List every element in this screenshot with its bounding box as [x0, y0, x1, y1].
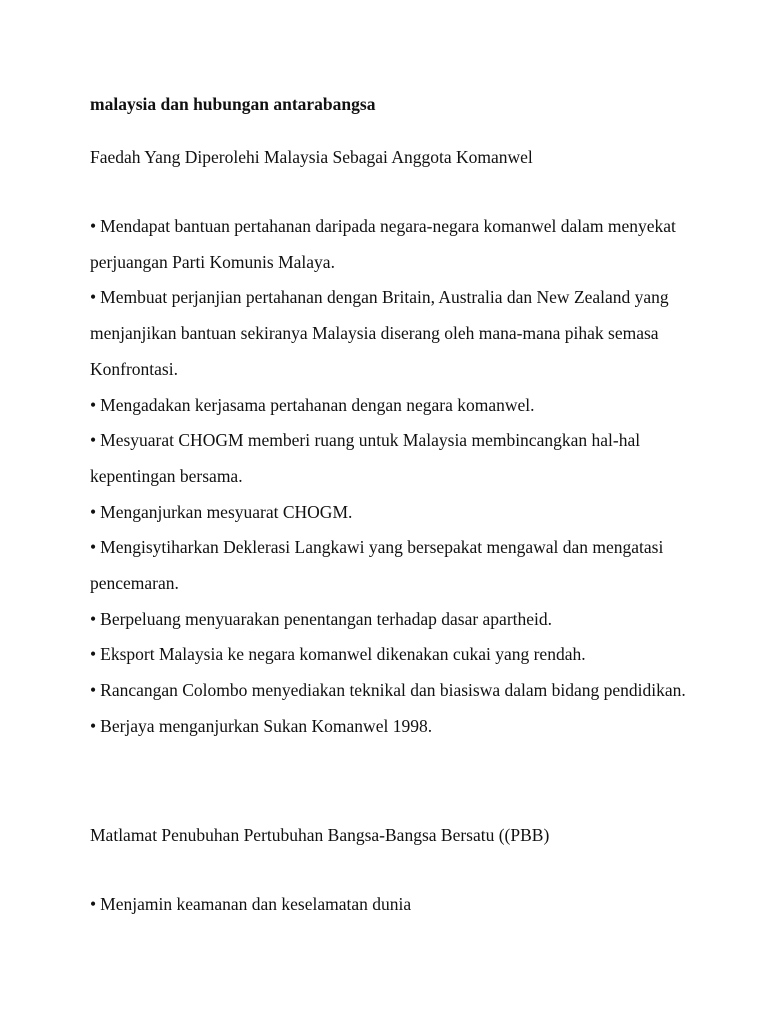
list-item-text: Berjaya menganjurkan Sukan Komanwel 1998. — [100, 715, 433, 736]
bullet-icon: • — [90, 894, 97, 914]
list-item-text: Menjamin keamanan dan keselamatan dunia — [100, 894, 412, 914]
list-item-text: Mesyuarat CHOGM memberi ruang untuk Malaysia membincangkan hal-hal kepentingan bersama. — [90, 430, 641, 486]
bullet-icon: • — [90, 501, 97, 522]
list-item-text: Rancangan Colombo menyediakan teknikal dan biasiswa dalam bidang pendidikan. — [100, 680, 686, 701]
bullet-icon: • — [90, 644, 97, 665]
list-item — [90, 887, 690, 923]
bullet-icon: • — [90, 715, 97, 736]
bullet-icon: • — [90, 287, 97, 308]
list-item — [90, 637, 690, 673]
bullet-icon: • — [90, 394, 97, 415]
section-heading-pbb: Matlamat Penubuhan Pertubuhan Bangsa-Bangsa Bersatu ((PBB) — [90, 825, 550, 845]
list-item-text: Mengadakan kerjasama pertahanan dengan negara komanwel. — [100, 394, 535, 415]
bullet-icon: • — [90, 216, 97, 236]
list-item-text: Mendapat bantuan pertahanan daripada negara-negara komanwel dalam menyekat perjuangan Parti Komunis Malaya. — [90, 216, 676, 272]
list-item-text: Membuat perjanjian pertahanan dengan Britain, Australia dan New Zealand yang menjanjikan bantuan sekiranya Malaysia diserang oleh mana-mana pihak semasa Konfrontasi. — [90, 287, 669, 379]
list-item — [90, 280, 690, 387]
bullet-icon: • — [90, 537, 97, 558]
bullet-icon: • — [90, 430, 97, 451]
document-title: malaysia dan hubungan antarabangsa — [90, 94, 376, 114]
bullet-icon: • — [90, 680, 97, 701]
list-item — [90, 602, 690, 638]
bullet-icon: • — [90, 608, 97, 629]
list-item — [90, 423, 690, 494]
list-item — [90, 709, 690, 745]
bullet-list-komanwel — [90, 209, 690, 745]
bullet-list-pbb — [90, 887, 690, 923]
list-item-text: Berpeluang menyuarakan penentangan terhadap dasar apartheid. — [100, 608, 553, 629]
list-item — [90, 209, 690, 280]
list-item-text: Mengisytiharkan Deklerasi Langkawi yang bersepakat mengawal dan mengatasi pencemaran. — [90, 537, 664, 594]
section-heading-komanwel: Faedah Yang Diperolehi Malaysia Sebagai Anggota Komanwel — [90, 147, 533, 167]
list-item-text: Menganjurkan mesyuarat CHOGM. — [100, 501, 353, 522]
list-item — [90, 388, 690, 424]
list-item — [90, 495, 690, 531]
list-item — [90, 530, 690, 601]
list-item — [90, 673, 690, 709]
list-item-text: Eksport Malaysia ke negara komanwel dikenakan cukai yang rendah. — [100, 644, 586, 665]
